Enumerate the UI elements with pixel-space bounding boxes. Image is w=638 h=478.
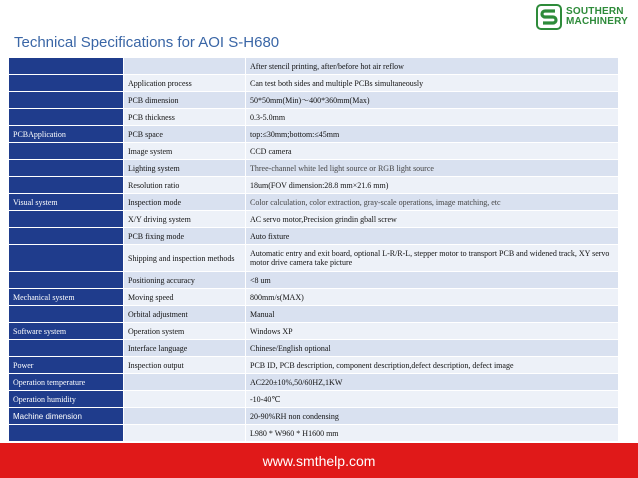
footer-bar (0, 443, 638, 478)
footer-website-link[interactable]: www.smthelp.com (262, 452, 376, 469)
category-cell (9, 272, 124, 289)
table-row (9, 357, 619, 374)
table-row (9, 340, 619, 357)
item-cell: Application process (124, 75, 246, 92)
value-cell: Automatic entry and exit board, optional L-R/R-L, stepper motor to transport PCB and widened track, XY servo motor drive camera take picture (246, 245, 619, 272)
value-cell: Chinese/English optional (246, 340, 619, 357)
table-row (9, 160, 619, 177)
value-cell: L980 * W960 * H1600 mm (246, 425, 619, 442)
item-cell: PCB fixing mode (124, 228, 246, 245)
item-cell (124, 374, 246, 391)
value-cell: CCD camera (246, 143, 619, 160)
value-cell: 50*50mm(Min)～400*360mm(Max) (246, 92, 619, 109)
category-cell: Operation humidity (9, 391, 124, 408)
value-cell: AC servo motor,Precision grindin gball screw (246, 211, 619, 228)
category-cell: Operation temperature (9, 374, 124, 391)
category-cell (9, 211, 124, 228)
item-cell: Interface language (124, 340, 246, 357)
value-cell: <8 um (246, 272, 619, 289)
logo-text (566, 7, 628, 27)
item-cell: Shipping and inspection methods (124, 245, 246, 272)
category-cell (9, 306, 124, 323)
item-cell (124, 408, 246, 425)
category-cell (9, 109, 124, 126)
category-cell (9, 92, 124, 109)
category-cell (9, 58, 124, 75)
brand-logo (536, 4, 636, 30)
table-row (9, 126, 619, 143)
value-cell: 18um(FOV dimension:28.8 mm×21.6 mm) (246, 177, 619, 194)
table-row (9, 391, 619, 408)
item-cell: Resolution ratio (124, 177, 246, 194)
table-row (9, 92, 619, 109)
item-cell: Moving speed (124, 289, 246, 306)
table-row (9, 408, 619, 425)
value-cell: Three-channel white led light source or RGB light source (246, 160, 619, 177)
value-cell: Can test both sides and multiple PCBs simultaneously (246, 75, 619, 92)
item-cell: Positioning accuracy (124, 272, 246, 289)
value-cell: AC220±10%,50/60HZ,1KW (246, 374, 619, 391)
value-cell: Manual (246, 306, 619, 323)
table-row (9, 425, 619, 442)
table-row (9, 211, 619, 228)
spec-table (8, 57, 619, 442)
value-cell: Color calculation, color extraction, gray-scale operations, image matching, etc (246, 194, 619, 211)
value-cell: -10-40℃ (246, 391, 619, 408)
table-row (9, 323, 619, 340)
table-row (9, 109, 619, 126)
value-cell: After stencil printing, after/before hot air reflow (246, 58, 619, 75)
table-row (9, 58, 619, 75)
value-cell: 20-90%RH non condensing (246, 408, 619, 425)
item-cell: Operation system (124, 323, 246, 340)
category-cell: Visual system (9, 194, 124, 211)
category-cell (9, 228, 124, 245)
category-cell: Software system (9, 323, 124, 340)
value-cell: top:≤30mm;bottom:≤45mm (246, 126, 619, 143)
table-row (9, 245, 619, 272)
table-row (9, 143, 619, 160)
category-cell (9, 75, 124, 92)
item-cell: Image system (124, 143, 246, 160)
table-row (9, 374, 619, 391)
table-row (9, 289, 619, 306)
category-cell: PCBApplication (9, 126, 124, 143)
item-cell: Inspection output (124, 357, 246, 374)
category-cell (9, 340, 124, 357)
table-row (9, 272, 619, 289)
category-cell (9, 143, 124, 160)
value-cell: 0.3-5.0mm (246, 109, 619, 126)
category-cell (9, 425, 124, 442)
item-cell: PCB dimension (124, 92, 246, 109)
category-cell: Power (9, 357, 124, 374)
category-cell (9, 160, 124, 177)
item-cell: Inspection mode (124, 194, 246, 211)
table-row (9, 75, 619, 92)
category-cell (9, 245, 124, 272)
value-cell: Windows XP (246, 323, 619, 340)
item-cell: Lighting system (124, 160, 246, 177)
table-row (9, 194, 619, 211)
item-cell (124, 425, 246, 442)
table-row (9, 177, 619, 194)
value-cell: 800mm/s(MAX) (246, 289, 619, 306)
logo-line-2: MACHINERY (566, 16, 628, 27)
item-cell: X/Y driving system (124, 211, 246, 228)
category-cell: Mechanical system (9, 289, 124, 306)
item-cell (124, 58, 246, 75)
value-cell: Auto fixture (246, 228, 619, 245)
page-title: Technical Specifications for AOI S-H680 (14, 34, 280, 51)
item-cell: Orbital adjustment (124, 306, 246, 323)
table-row (9, 306, 619, 323)
southern-machinery-logo-icon (536, 4, 562, 30)
table-row (9, 228, 619, 245)
item-cell: PCB space (124, 126, 246, 143)
item-cell: PCB thickness (124, 109, 246, 126)
item-cell (124, 391, 246, 408)
logo-line-1: SOUTHERN (566, 6, 624, 17)
category-cell: Machine dimension (9, 408, 124, 425)
category-cell (9, 177, 124, 194)
value-cell: PCB ID, PCB description, component description,defect description, defect image (246, 357, 619, 374)
